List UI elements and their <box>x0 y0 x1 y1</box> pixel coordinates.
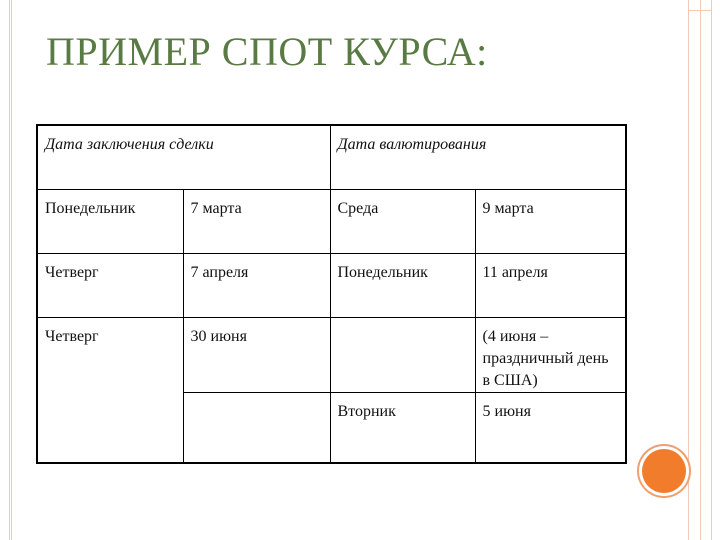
decorative-circle <box>642 449 686 493</box>
frame-line-left <box>9 0 10 540</box>
table-row <box>37 392 626 463</box>
table-cell: Вторник <box>330 392 475 463</box>
table-cell: 5 июня <box>475 392 626 463</box>
table-cell: Четверг <box>37 317 183 392</box>
table-cell: 7 марта <box>183 189 330 253</box>
table-cell: 11 апреля <box>475 253 626 317</box>
frame-line-right <box>688 0 689 540</box>
frame-line-left-inner <box>11 0 12 540</box>
frame-line-right-middle <box>700 0 701 540</box>
header-value-date: Дата валютирования <box>330 125 626 189</box>
table-cell: Среда <box>330 189 475 253</box>
table-cell: Понедельник <box>37 189 183 253</box>
table-cell: 7 апреля <box>183 253 330 317</box>
frame-line-top-right <box>688 10 712 11</box>
frame-line-right-outer <box>711 0 712 540</box>
table-row <box>37 253 626 317</box>
table-cell <box>330 317 475 392</box>
table-cell: 30 июня <box>183 317 330 392</box>
table-row <box>37 317 626 392</box>
slide-title: ПРИМЕР СПОТ КУРСА: <box>46 29 488 74</box>
table-cell: 9 марта <box>475 189 626 253</box>
header-deal-date: Дата заключения сделки <box>37 125 330 189</box>
table-header-row <box>37 125 626 189</box>
table-row <box>37 189 626 253</box>
table-cell: Четверг <box>37 253 183 317</box>
table-cell <box>37 392 183 463</box>
table-cell: Понедельник <box>330 253 475 317</box>
table-cell: (4 июня – праздничный день в США) <box>475 317 626 392</box>
table-cell <box>183 392 330 463</box>
spot-rate-table <box>36 124 627 464</box>
